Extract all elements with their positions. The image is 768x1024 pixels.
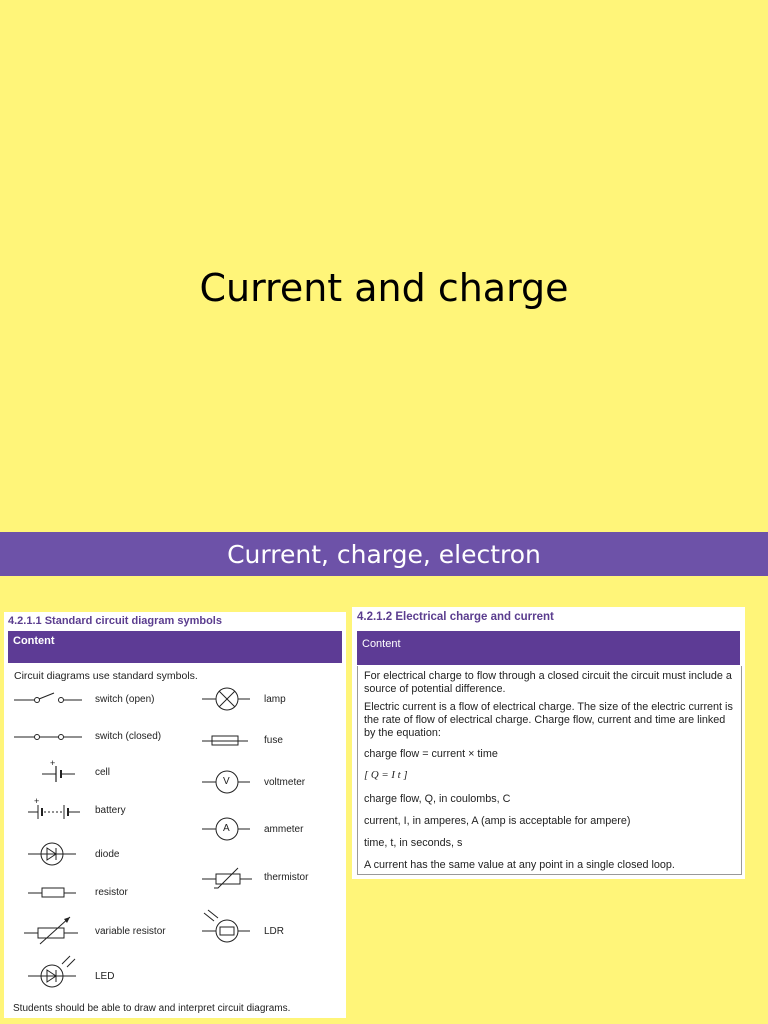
cell-plus-sign: + (50, 758, 56, 768)
thermistor-icon (202, 864, 254, 890)
ldr-icon (202, 910, 252, 944)
led-icon (28, 956, 84, 990)
diode-icon (28, 842, 76, 868)
charge-heading: 4.2.1.2 Electrical charge and current (357, 611, 554, 623)
resistor-label: resistor (95, 887, 128, 898)
subtitle-bar (0, 532, 768, 576)
fuse-label: fuse (264, 735, 283, 746)
battery-plus-sign: + (34, 796, 40, 806)
definition-time: time, t, in seconds, s (364, 837, 463, 849)
symbols-heading: 4.2.1.1 Standard circuit diagram symbols (8, 615, 222, 627)
led-label: LED (95, 971, 115, 982)
ammeter-letter: A (223, 823, 230, 834)
cell-icon (42, 764, 82, 784)
variable-resistor-icon (24, 914, 80, 944)
thermistor-label: thermistor (264, 872, 309, 883)
definition-charge: charge flow, Q, in coulombs, C (364, 793, 511, 805)
para-closed-loop: A current has the same value at any point in a single closed loop. (364, 859, 675, 871)
charge-content-bar: Content (357, 631, 740, 665)
equation-symbols: [ Q = I t ] (364, 769, 408, 781)
definition-current: current, I, in amperes, A (amp is acceptable for ampere) (364, 815, 631, 827)
ammeter-label: ammeter (264, 824, 304, 835)
battery-label: battery (95, 805, 126, 816)
lamp-icon (202, 686, 252, 712)
switch-closed-icon (14, 731, 84, 745)
para-potential-difference: For electrical charge to flow through a closed circuit the circuit must include a source of potential difference. (364, 670, 732, 695)
circuit-symbols-panel (4, 612, 346, 1018)
ldr-label: LDR (264, 926, 285, 937)
slide-title: Current and charge (199, 266, 569, 310)
voltmeter-label: voltmeter (264, 777, 306, 788)
voltmeter-letter: V (223, 776, 230, 787)
cell-label: cell (95, 767, 111, 778)
charge-current-panel (352, 607, 745, 879)
fuse-icon (202, 734, 248, 748)
charge-content-body (357, 666, 742, 875)
symbols-intro: Circuit diagrams use standard symbols. (14, 670, 198, 682)
symbols-content-bar: Content (8, 631, 342, 663)
switch-open-label: switch (open) (95, 694, 155, 705)
symbols-footer-note: Students should be able to draw and interpret circuit diagrams. (13, 1003, 291, 1014)
subtitle-text: Current, charge, electron (227, 540, 541, 569)
equation-words: charge flow = current × time (364, 748, 498, 760)
switch-open-icon (14, 694, 84, 708)
resistor-icon (28, 886, 76, 900)
para-current-definition: Electric current is a flow of electrical charge. The size of the electric current is the rate of flow of electrical charge. Charge flow, current and time are linked by the equation: (364, 701, 733, 739)
variable-resistor-label: variable resistor (95, 926, 166, 937)
diode-label: diode (95, 849, 120, 860)
lamp-label: lamp (264, 694, 286, 705)
switch-closed-label: switch (closed) (95, 731, 162, 742)
